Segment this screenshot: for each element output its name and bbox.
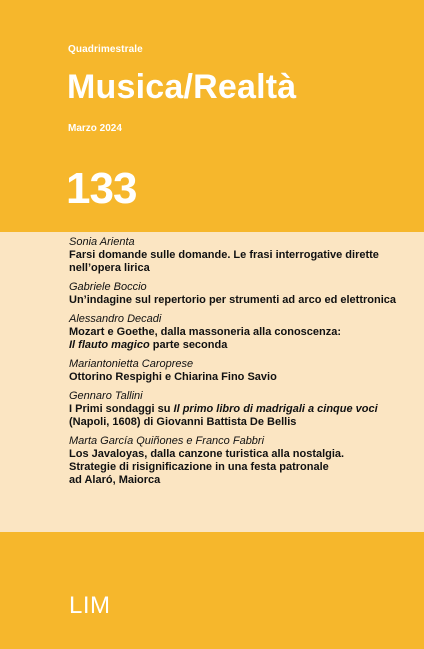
article-title-line: Los Javaloyas, dalla canzone turistica alla nostalgia. xyxy=(69,448,345,460)
article-title-line: Strategie di risignificazione in una festa patronale xyxy=(69,461,329,473)
article-item xyxy=(69,236,414,275)
article-item xyxy=(69,390,414,429)
article-title-line: Farsi domande sulle domande. Le frasi interrogative dirette xyxy=(69,249,379,261)
cover-header-band xyxy=(0,0,424,232)
issue-date: Marzo 2024 xyxy=(68,123,122,134)
table-of-contents xyxy=(0,232,424,532)
article-title-line xyxy=(69,339,414,352)
article-author: Sonia Arienta xyxy=(69,236,135,248)
cover-footer-band xyxy=(0,532,424,649)
article-title-rest: parte seconda xyxy=(149,339,228,351)
article-title-line xyxy=(69,403,414,416)
article-author: Gabriele Boccio xyxy=(69,281,147,293)
article-title-line: Mozart e Goethe, dalla massoneria alla conoscenza: xyxy=(69,326,342,338)
periodicity-label: Quadrimestrale xyxy=(68,44,143,55)
article-author: Mariantonietta Caroprese xyxy=(69,358,194,370)
article-author: Alessandro Decadi xyxy=(69,313,162,325)
article-title-line: Un’indagine sul repertorio per strumenti ad arco ed elettronica xyxy=(69,294,397,306)
article-title-line: Ottorino Respighi e Chiarina Fino Savio xyxy=(69,371,277,383)
publisher-logo: LIM xyxy=(69,592,111,619)
article-item xyxy=(69,358,414,384)
article-title-pre: I Primi sondaggi su xyxy=(69,403,174,415)
article-title-line: (Napoli, 1608) di Giovanni Battista De Bellis xyxy=(69,416,297,428)
article-title-line: nell’opera lirica xyxy=(69,262,150,274)
article-author: Marta García Quiñones e Franco Fabbri xyxy=(69,435,265,447)
article-item xyxy=(69,281,414,307)
article-title-italic: Il primo libro di madrigali a cinque voci xyxy=(173,403,378,415)
article-list xyxy=(69,236,414,493)
article-item xyxy=(69,435,414,487)
article-item xyxy=(69,313,414,352)
article-title-line: ad Alaró, Maiorca xyxy=(69,474,161,486)
issue-number: 133 xyxy=(66,164,137,213)
article-title-italic: Il flauto magico xyxy=(69,339,150,351)
journal-title: Musica/Realtà xyxy=(67,68,297,106)
article-author: Gennaro Tallini xyxy=(69,390,143,402)
